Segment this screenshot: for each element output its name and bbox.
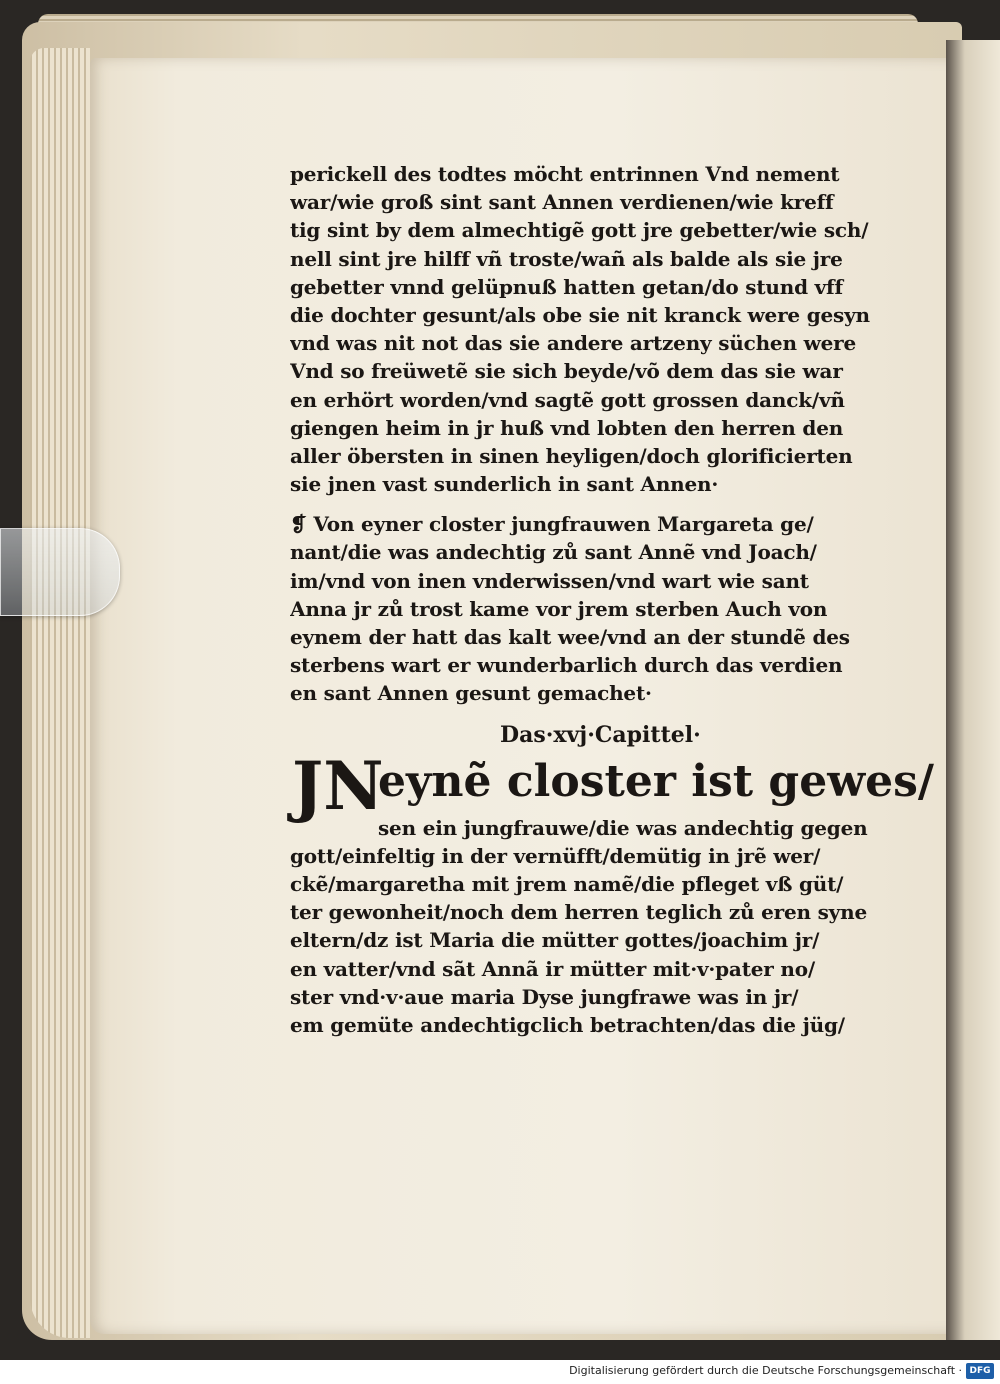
dfg-logo: DFG — [966, 1363, 994, 1379]
page-text — [290, 160, 934, 1039]
text-line: aller öbersten in sinen heyligen/doch glorificierten — [290, 443, 853, 468]
text-line: Anna jr zů trost kame vor jrem sterben Auch von — [290, 596, 828, 621]
text-line: giengen heim in jr huß vnd lobten den herren den — [290, 415, 844, 440]
text-line: sie jnen vast sunderlich in sant Annen· — [290, 472, 719, 497]
chapter-heading: Das·xvj·Capittel· — [500, 721, 701, 748]
text-line: sterbens wart er wunderbarlich durch das verdien — [290, 653, 843, 678]
text-line: en sant Annen gesunt gemachet· — [290, 681, 652, 706]
paragraph-top — [290, 160, 890, 498]
text-line: perickell des todtes möcht entrinnen Vnd nement — [290, 162, 840, 186]
text-line: gott/einfeltig in der vernüfft/demütig in jrẽ wer/ — [290, 843, 821, 868]
chapter-body — [290, 814, 890, 1040]
book-gutter — [946, 40, 1000, 1340]
initial-letter: JN — [292, 746, 384, 825]
text-line: eltern/dz ist Maria die mütter gottes/joachim jr/ — [290, 928, 820, 953]
text-line: em gemüte andechtigclich betrachten/das die jüg/ — [290, 1012, 845, 1037]
opening-words: eynẽ closter ist gewes/ — [378, 755, 934, 807]
text-line: gebetter vnnd gelüpnuß hatten getan/do stund vff — [290, 274, 843, 299]
text-line: en erhört worden/vnd sagtẽ gott grossen danck/vñ — [290, 387, 845, 412]
text-line: nant/die was andechtig zů sant Annẽ vnd Joach/ — [290, 540, 817, 565]
text-line: vnd was nit not das sie andere artzeny süchen were — [290, 331, 856, 356]
text-line: ckẽ/margaretha mit jrem namẽ/die pfleget vß güt/ — [290, 871, 844, 896]
text-line: Vnd so freüwetẽ sie sich beyde/võ dem das sie war — [290, 359, 843, 384]
footer-bar — [0, 1360, 1000, 1384]
text-line: im/vnd von inen vnderwissen/vnd wart wie sant — [290, 568, 809, 593]
text-line: nell sint jre hilff vñ troste/wañ als balde als sie jre — [290, 246, 843, 271]
text-line: sen ein jungfrauwe/die was andechtig gegen — [378, 815, 868, 840]
text-line: war/wie groß sint sant Annen verdienen/wie kreff — [290, 190, 834, 215]
text-line: ster vnd·v·aue maria Dyse jungfrawe was in jr/ — [290, 984, 799, 1009]
text-line: ❡ Von eyner closter jungfrauwen Margareta ge/ — [290, 512, 814, 537]
text-line: tig sint by dem almechtigẽ gott jre gebetter/wie sch/ — [290, 218, 869, 243]
page-edges-left — [30, 48, 90, 1338]
chapter-summary — [290, 510, 890, 707]
text-line: eynem der hatt das kalt wee/vnd an der stundẽ des — [290, 625, 850, 649]
text-line: en vatter/vnd sãt Annã ir mütter mit·v·pater no/ — [290, 956, 815, 981]
text-line: die dochter gesunt/als obe sie nit kranck were gesyn — [290, 302, 870, 327]
page-clip — [0, 528, 120, 616]
text-line: ter gewonheit/noch dem herren teglich zů eren syne — [290, 900, 867, 925]
chapter-opening — [290, 746, 934, 825]
footer-credit: Digitalisierung gefördert durch die Deutsche Forschungsgemeinschaft · — [569, 1364, 962, 1377]
